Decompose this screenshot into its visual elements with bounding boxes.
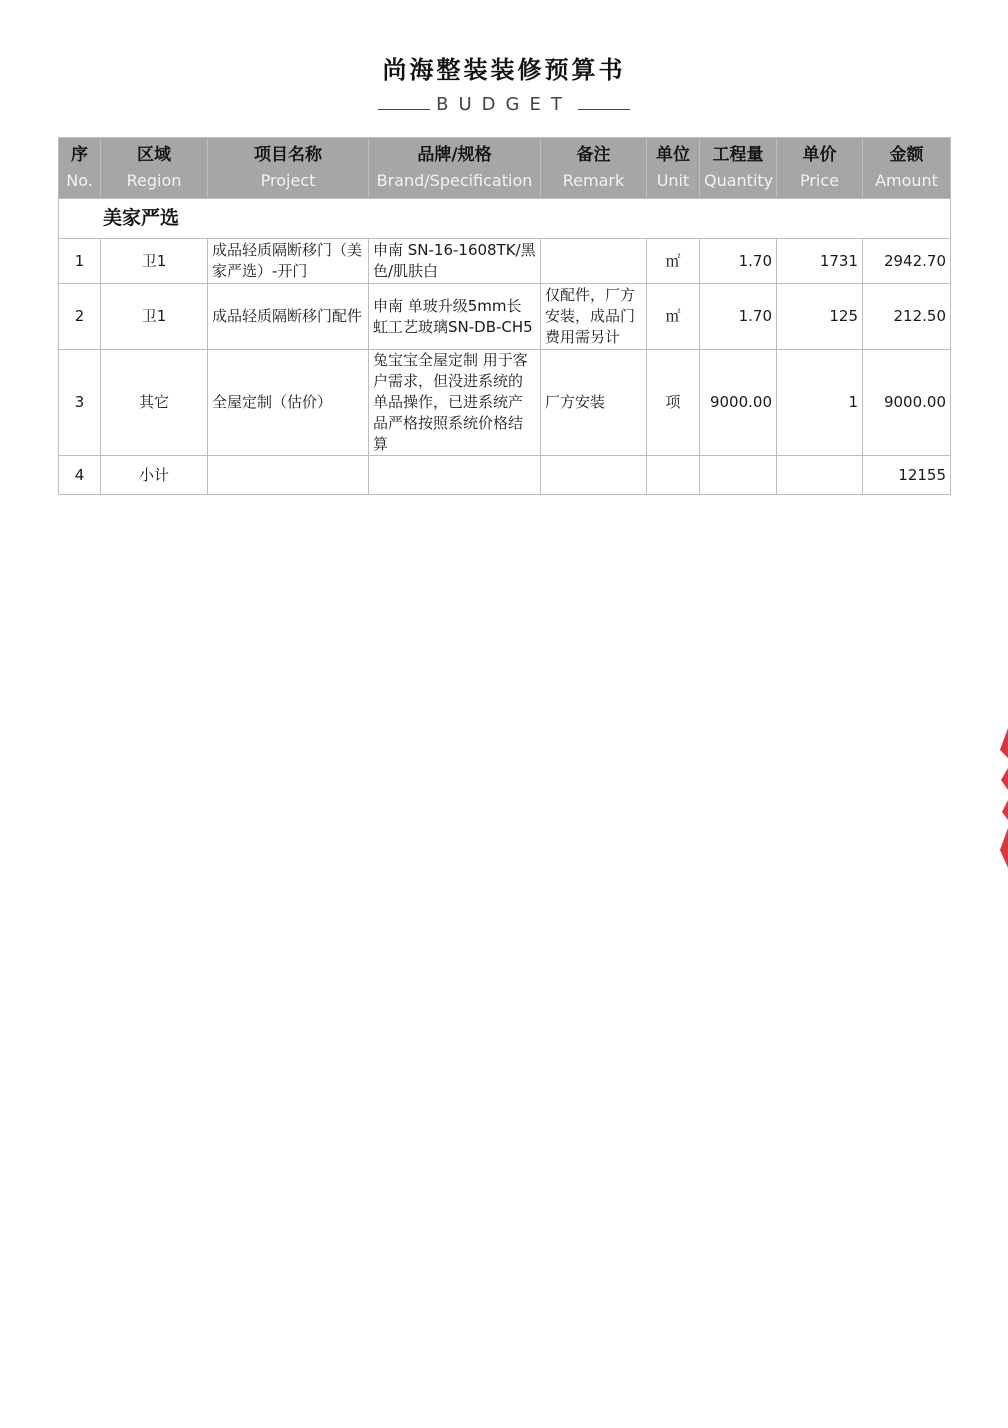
cell-quantity: 1.70	[700, 284, 777, 350]
table-header-row	[59, 138, 951, 199]
cell-no: 3	[59, 350, 101, 456]
budget-table	[58, 137, 951, 495]
cell-price: 1731	[777, 239, 863, 284]
section-row	[59, 199, 951, 239]
cell-price: 1	[777, 350, 863, 456]
cell-region: 其它	[101, 350, 208, 456]
cell-no: 2	[59, 284, 101, 350]
cell-unit: 项	[647, 350, 700, 456]
empty-cell	[541, 456, 647, 495]
col-header-quantity: 工程量 Quantity	[700, 138, 777, 199]
col-header-region: 区域 Region	[101, 138, 208, 199]
subtitle-rule-right	[578, 109, 630, 110]
cell-project: 成品轻质隔断移门配件	[208, 284, 369, 350]
section-title: 美家严选	[59, 199, 951, 239]
col-header-price: 单价 Price	[777, 138, 863, 199]
col-header-remark: 备注 Remark	[541, 138, 647, 199]
subtotal-amount: 12155	[863, 456, 951, 495]
side-logo-mark	[998, 728, 1008, 868]
cell-region: 卫1	[101, 239, 208, 284]
cell-remark: 厂方安装	[541, 350, 647, 456]
cell-no: 4	[59, 456, 101, 495]
empty-cell	[700, 456, 777, 495]
empty-cell	[647, 456, 700, 495]
document-title: 尚海整装装修预算书	[382, 56, 626, 84]
cell-region: 卫1	[101, 284, 208, 350]
subtotal-label: 小计	[101, 456, 208, 495]
cell-amount: 212.50	[863, 284, 951, 350]
cell-price: 125	[777, 284, 863, 350]
cell-amount: 2942.70	[863, 239, 951, 284]
table-row	[59, 284, 951, 350]
cell-quantity: 9000.00	[700, 350, 777, 456]
col-header-no: 序 No.	[59, 138, 101, 199]
cell-brand: 申南 单玻升级5mm长虹工艺玻璃SN-DB-CH5	[369, 284, 541, 350]
subtitle-rule-left	[378, 109, 430, 110]
col-header-unit: 单位 Unit	[647, 138, 700, 199]
cell-remark: 仅配件，厂方安装，成品门费用需另计	[541, 284, 647, 350]
subtitle-text: BUDGET	[436, 94, 572, 115]
cell-no: 1	[59, 239, 101, 284]
cell-project: 全屋定制（估价）	[208, 350, 369, 456]
col-header-project: 项目名称 Project	[208, 138, 369, 199]
cell-brand: 申南 SN-16-1608TK/黑色/肌肤白	[369, 239, 541, 284]
table-row	[59, 239, 951, 284]
cell-quantity: 1.70	[700, 239, 777, 284]
cell-unit: ㎡	[647, 284, 700, 350]
cell-amount: 9000.00	[863, 350, 951, 456]
col-header-brand: 品牌/规格 Brand/Specification	[369, 138, 541, 199]
subtotal-row	[59, 456, 951, 495]
cell-project: 成品轻质隔断移门（美家严选）-开门	[208, 239, 369, 284]
table-row	[59, 350, 951, 456]
document-subtitle	[0, 94, 1008, 115]
cell-brand: 兔宝宝全屋定制 用于客户需求，但没进系统的单品操作，已进系统产品严格按照系统价格结算	[369, 350, 541, 456]
empty-cell	[777, 456, 863, 495]
cell-remark	[541, 239, 647, 284]
cell-unit: ㎡	[647, 239, 700, 284]
empty-cell	[208, 456, 369, 495]
col-header-amount: 金额 Amount	[863, 138, 951, 199]
empty-cell	[369, 456, 541, 495]
